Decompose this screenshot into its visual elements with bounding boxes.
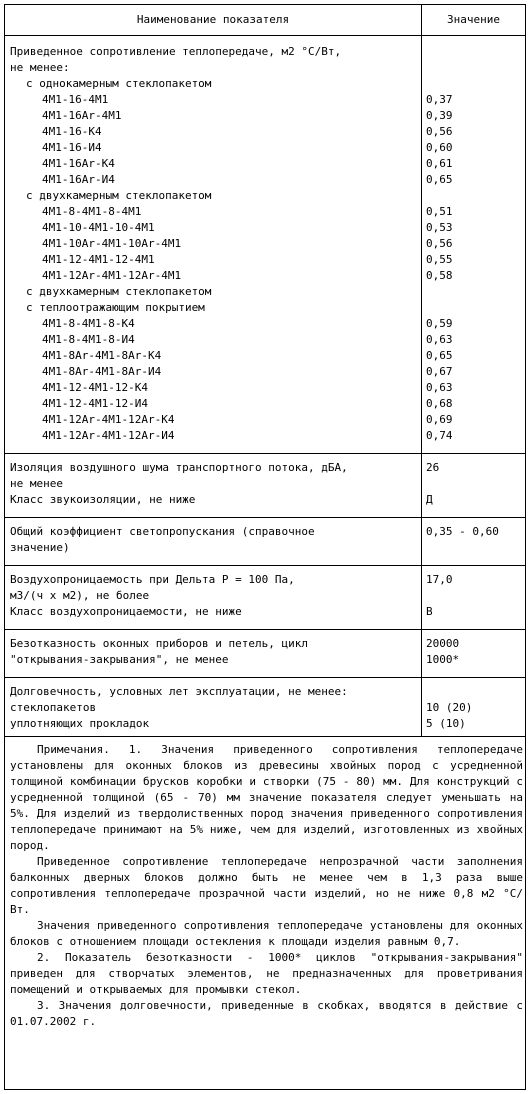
glazing-item: 4М1-16Ar-К4: [42, 157, 115, 170]
glazing-value: 0,67: [426, 365, 453, 378]
glazing-value: 0,53: [426, 221, 453, 234]
reliability-label-cont: "открывания-закрывания", не менее: [10, 653, 229, 666]
resistance-title: Приведенное сопротивление теплопередаче, м2 °С/Вт,: [10, 45, 342, 58]
glazing-value: 0,56: [426, 125, 453, 138]
noise-class-value: Д: [426, 493, 433, 506]
glazing-item: 4М1-12Ar-4М1-12Ar-4М1: [42, 269, 182, 282]
notes-block: [10, 742, 523, 1030]
glazing-value: 0,69: [426, 413, 453, 426]
note-paragraph: Приведенное сопротивление теплопередаче непрозрачной части заполнения балконных дверных блоков должно быть не менее чем в 1,3 раза выше сопротивления теплопередаче прозрачной части изделий, но не ниже 0,8 м2 °С/Вт.: [10, 855, 523, 916]
glazing-value: 0,60: [426, 141, 453, 154]
noise-label-cont: не менее: [10, 477, 63, 490]
header-value-column: Значение: [447, 13, 500, 26]
double-coated-label: с двухкамерным стеклопакетом: [26, 285, 212, 298]
glazing-item: 4М1-12-4М1-12-К4: [42, 381, 148, 394]
glazing-item: 4М1-12Ar-4М1-12Ar-И4: [42, 429, 175, 442]
row-divider: [5, 35, 525, 36]
light-value: 0,35 - 0,60: [426, 525, 499, 538]
note-paragraph: Примечания. 1. Значения приведенного сопротивления теплопередаче установлены для оконных блоков из древесины хвойных пород с усредненной толщиной комбинации брусков коробки и створки (75 - 80) мм. Для конструкций с усредненной толщиной (65 - 70) мм значение показателя следует уменьшать на 5%. Для изделий из твердолиственных пород значения приведенного сопротивления теплопередаче принимают на 5% ниже, чем для изделий, изготовленных из хвойных пород.: [10, 743, 523, 852]
row-divider: [5, 629, 525, 630]
glazing-item: 4М1-8-4М1-8-4М1: [42, 205, 142, 218]
glazing-value: 0,74: [426, 429, 453, 442]
glazing-value: 0,37: [426, 93, 453, 106]
durability-seal-value: 5 (10): [426, 717, 466, 730]
air-class-value: В: [426, 605, 433, 618]
glazing-value: 0,65: [426, 173, 453, 186]
note-paragraph: 3. Значения долговечности, приведенные в скобках, вводятся в действие с 01.07.2002 г.: [10, 999, 523, 1028]
air-class-label: Класс воздухопроницаемости, не ниже: [10, 605, 242, 618]
note-paragraph: Значения приведенного сопротивления теплопередаче установлены для оконных блоков с отношением площади остекления к площади изделия равным 0,7.: [10, 919, 523, 948]
row-divider: [5, 736, 525, 737]
glazing-item: 4М1-12-4М1-12-4М1: [42, 253, 155, 266]
header-name-column: Наименование показателя: [136, 13, 290, 26]
glazing-item: 4М1-16-И4: [42, 141, 102, 154]
air-label: Воздухопроницаемость при Дельта Р = 100 Па,: [10, 573, 295, 586]
air-value: 17,0: [426, 573, 453, 586]
glazing-item: 4М1-16Ar-4М1: [42, 109, 122, 122]
durability-glazing-label: стеклопакетов: [10, 701, 97, 714]
row-divider: [5, 517, 525, 518]
glazing-value: 0,63: [426, 381, 453, 394]
glazing-item: 4М1-10Ar-4М1-10Ar-4М1: [42, 237, 182, 250]
glazing-value: 0,65: [426, 349, 453, 362]
row-divider: [5, 453, 525, 454]
note-paragraph: 2. Показатель безотказности - 1000* циклов "открывания-закрывания" приведен для створчатых элементов, не предназначенных для проветривания помещений и открываемых для промывки стекол.: [10, 951, 523, 996]
durability-seal-label: уплотняющих прокладок: [10, 717, 150, 730]
noise-class-label: Класс звукоизоляции, не ниже: [10, 493, 196, 506]
air-label-cont: м3/(ч х м2), не более: [10, 589, 150, 602]
reliability-label: Безотказность оконных приборов и петель, цикл: [10, 637, 309, 650]
light-label: Общий коэффициент светопропускания (справочное: [10, 525, 315, 538]
glazing-item: 4М1-12Ar-4М1-12Ar-К4: [42, 413, 175, 426]
glazing-value: 0,51: [426, 205, 453, 218]
resistance-title-cont: не менее:: [10, 61, 70, 74]
glazing-value: 0,39: [426, 109, 453, 122]
glazing-item: 4М1-8Ar-4М1-8Ar-И4: [42, 365, 162, 378]
reliability-value: 20000: [426, 637, 460, 650]
glazing-value: 0,58: [426, 269, 453, 282]
glazing-item: 4М1-16-4М1: [42, 93, 109, 106]
durability-label: Долговечность, условных лет эксплуатации, не менее:: [10, 685, 348, 698]
glazing-item: 4М1-8-4М1-8-К4: [42, 317, 135, 330]
double-coated-label-cont: с теплоотражающим покрытием: [26, 301, 205, 314]
standards-table: [4, 4, 526, 1090]
glazing-value: 0,68: [426, 397, 453, 410]
single-chamber-label: с однокамерным стеклопакетом: [26, 77, 212, 90]
glazing-value: 0,63: [426, 333, 453, 346]
glazing-value: 0,61: [426, 157, 453, 170]
noise-value: 26: [426, 461, 440, 474]
glazing-item: 4М1-8Ar-4М1-8Ar-К4: [42, 349, 162, 362]
durability-glazing-value: 10 (20): [426, 701, 473, 714]
light-label-cont: значение): [10, 541, 70, 554]
glazing-item: 4М1-16Ar-И4: [42, 173, 115, 186]
glazing-value: 0,56: [426, 237, 453, 250]
glazing-item: 4М1-8-4М1-8-И4: [42, 333, 135, 346]
glazing-item: 4М1-12-4М1-12-И4: [42, 397, 148, 410]
glazing-item: 4М1-16-К4: [42, 125, 102, 138]
noise-label: Изоляция воздушного шума транспортного потока, дБА,: [10, 461, 348, 474]
glazing-value: 0,59: [426, 317, 453, 330]
reliability-value-star: 1000*: [426, 653, 460, 666]
column-divider: [421, 5, 422, 736]
row-divider: [5, 677, 525, 678]
row-divider: [5, 565, 525, 566]
double-chamber-label: с двухкамерным стеклопакетом: [26, 189, 212, 202]
glazing-item: 4М1-10-4М1-10-4М1: [42, 221, 155, 234]
glazing-value: 0,55: [426, 253, 453, 266]
